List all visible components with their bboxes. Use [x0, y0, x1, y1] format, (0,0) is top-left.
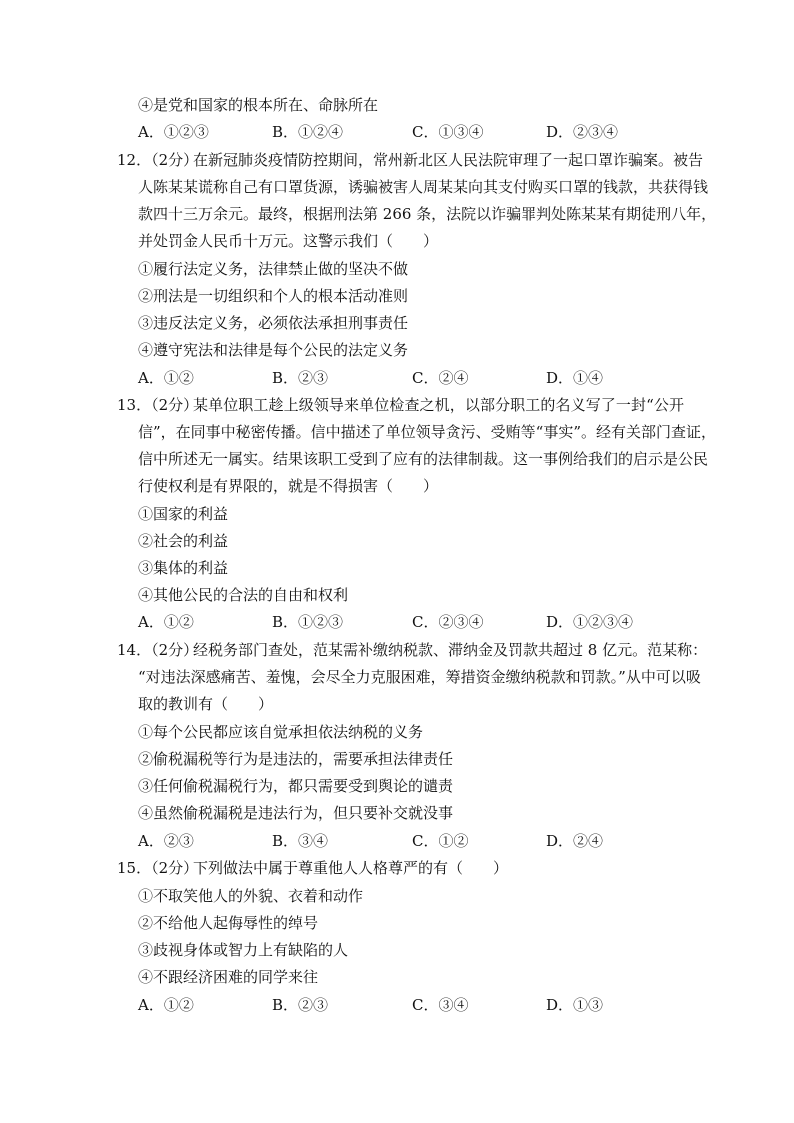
- q11-choice-b[interactable]: B．①②④: [272, 123, 344, 141]
- q13-statement-2: ②社会的利益: [138, 532, 229, 550]
- q14-stem-line-1: 经税务部门查处，范某需补缴纳税款、滞纳金及罚款共超过 8 亿元。范某称：: [193, 641, 708, 659]
- q13-statement-4: ④其他公民的合法的自由和权利: [138, 586, 349, 604]
- q12-statement-4: ④遵守宪法和法律是每个公民的法定义务: [138, 341, 409, 359]
- q11-statement-4: ④是党和国家的根本所在、命脉所在: [138, 96, 379, 114]
- q12-statement-3: ③违反法定义务，必须依法承担刑事责任: [138, 314, 409, 332]
- q12-statement-2: ②刑法是一切组织和个人的根本活动准则: [138, 287, 409, 305]
- q12-choice-d[interactable]: D．①④: [546, 369, 604, 387]
- q15-statement-3: ③歧视身体或智力上有缺陷的人: [138, 941, 349, 959]
- q14-choice-a[interactable]: A．②③: [138, 832, 194, 850]
- q12-stem-line-2: 人陈某某谎称自己有口罩货源，诱骗被害人周某某向其支付购买口罩的钱款，共获得钱: [138, 178, 709, 196]
- q13-choice-d[interactable]: D．①②③④: [546, 613, 634, 631]
- q14-statement-1: ①每个公民都应该自觉承担依法纳税的义务: [138, 723, 424, 741]
- q12-stem-line-4: 并处罚金人民币十万元。这警示我们（ ）: [138, 232, 439, 250]
- q15-number: 15．（2分）: [117, 859, 199, 877]
- q13-stem-line-2: 信”，在同事中秘密传播。信中描述了单位领导贪污、受贿等“事实”。经有关部门查证，: [138, 423, 717, 441]
- q12-stem-line-3: 款四十三万余元。最终，根据刑法第 266 条，法院以诈骗罪判处陈某某有期徒刑八年，: [138, 205, 717, 223]
- q12-number: 12．（2分）: [117, 151, 199, 169]
- q13-stem-line-4: 行使权利是有界限的，就是不得损害（ ）: [138, 477, 439, 495]
- q14-choice-b[interactable]: B．③④: [272, 832, 329, 850]
- q15-choice-b[interactable]: B．②③: [272, 996, 329, 1014]
- q14-statement-4: ④虽然偷税漏税是违法行为，但只要补交就没事: [138, 804, 454, 822]
- q12-choice-a[interactable]: A．①②: [138, 369, 194, 387]
- q14-statement-3: ③任何偷税漏税行为，都只需要受到舆论的谴责: [138, 777, 454, 795]
- q15-statement-2: ②不给他人起侮辱性的绰号: [138, 914, 319, 932]
- q12-statement-1: ①履行法定义务，法律禁止做的坚决不做: [138, 260, 409, 278]
- q15-choice-c[interactable]: C．③④: [412, 996, 469, 1014]
- q15-choice-d[interactable]: D．①③: [546, 996, 604, 1014]
- q14-choice-c[interactable]: C．①②: [412, 832, 469, 850]
- q12-stem-line-1: 在新冠肺炎疫情防控期间，常州新北区人民法院审理了一起口罩诈骗案。被告: [193, 151, 704, 169]
- q13-stem-line-1: 某单位职工趁上级领导来单位检查之机，以部分职工的名义写了一封“公开: [193, 396, 684, 414]
- q11-choice-a[interactable]: A．①②③: [138, 123, 209, 141]
- q15-statement-1: ①不取笑他人的外貌、衣着和动作: [138, 887, 364, 905]
- q14-stem-line-3: 取的教训有（ ）: [138, 695, 274, 713]
- q12-choice-c[interactable]: C．②④: [412, 369, 469, 387]
- q13-choice-b[interactable]: B．①②③: [272, 613, 344, 631]
- q13-stem-line-3: 信中所述无一属实。结果该职工受到了应有的法律制裁。这一事例给我们的启示是公民: [138, 450, 709, 468]
- q15-choice-a[interactable]: A．①②: [138, 996, 194, 1014]
- q14-choice-d[interactable]: D．②④: [546, 832, 604, 850]
- q13-statement-3: ③集体的利益: [138, 559, 229, 577]
- q12-choice-b[interactable]: B．②③: [272, 369, 329, 387]
- q13-choice-c[interactable]: C．②③④: [412, 613, 484, 631]
- q14-statement-2: ②偷税漏税等行为是违法的，需要承担法律责任: [138, 750, 454, 768]
- q13-number: 13．（2分）: [117, 396, 199, 414]
- q13-choice-a[interactable]: A．①②: [138, 613, 194, 631]
- q14-stem-line-2: “对违法深感痛苦、羞愧，会尽全力克服困难，筹措资金缴纳税款和罚款。”从中可以吸: [138, 668, 701, 686]
- q15-stem-line-1: 下列做法中属于尊重他人人格尊严的有（ ）: [193, 859, 509, 877]
- q13-statement-1: ①国家的利益: [138, 505, 229, 523]
- q14-number: 14．（2分）: [117, 641, 199, 659]
- q15-statement-4: ④不跟经济困难的同学来往: [138, 968, 319, 986]
- q11-choice-c[interactable]: C．①③④: [412, 123, 484, 141]
- q11-choice-d[interactable]: D．②③④: [546, 123, 619, 141]
